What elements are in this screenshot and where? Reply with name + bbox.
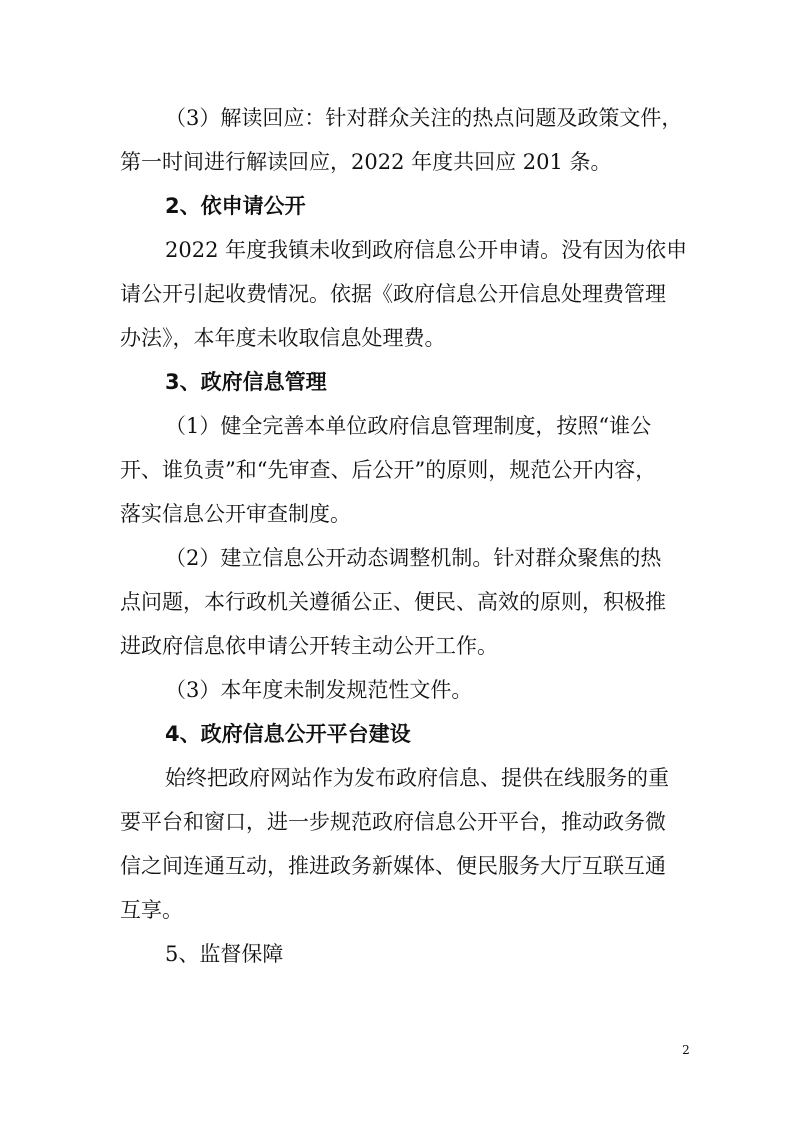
paragraph-dynamic-adjustment [0, 582, 793, 622]
section-heading: 5、监督保障 [165, 942, 284, 966]
text-line: 进政府信息依申请公开转主动公开工作。 [120, 634, 498, 658]
section-heading: 4、政府信息公开平台建设 [165, 722, 411, 746]
page-number: 2 [682, 1043, 690, 1057]
paragraph-application-disclosure [0, 318, 793, 358]
paragraph-platform-construction [0, 846, 793, 886]
paragraph-management-system [0, 450, 793, 490]
text-line: 始终把政府网站作为发布政府信息、提供在线服务的重 [165, 766, 669, 790]
text-line: 开、谁负责”和“先审查、后公开”的原则，规范公开内容， [120, 458, 657, 482]
paragraph-platform-construction [0, 758, 793, 798]
paragraph-dynamic-adjustment [0, 626, 793, 666]
text-line: （3）解读回应：针对群众关注的热点问题及政策文件， [165, 106, 683, 130]
paragraph-application-disclosure [0, 274, 793, 314]
text-line: 互享。 [120, 898, 183, 922]
section-heading-supervision [0, 934, 793, 974]
text-line: 第一时间进行解读回应，2022 年度共回应 201 条。 [120, 150, 612, 174]
paragraph-platform-construction [0, 802, 793, 842]
paragraph-management-system [0, 406, 793, 446]
paragraph-management-system [0, 494, 793, 534]
section-heading-application-disclosure [0, 186, 793, 226]
paragraph-interpretation-response [0, 142, 793, 182]
text-line: （3）本年度未制发规范性文件。 [165, 678, 473, 702]
paragraph-platform-construction [0, 890, 793, 930]
text-line: 办法》，本年度未收取信息处理费。 [120, 326, 446, 350]
text-line: 请公开引起收费情况。依据《政府信息公开信息处理费管理 [120, 282, 666, 306]
paragraph-dynamic-adjustment [0, 538, 793, 578]
paragraph-application-disclosure [0, 230, 793, 270]
text-line: 点问题，本行政机关遵循公正、便民、高效的原则，积极推 [120, 590, 666, 614]
section-heading-platform-construction [0, 714, 793, 754]
text-line: 信之间连通互动，推进政务新媒体、便民服务大厅互联互通 [120, 854, 666, 878]
text-line: （2）建立信息公开动态调整机制。针对群众聚焦的热 [165, 546, 662, 570]
text-line: （1）健全完善本单位政府信息管理制度，按照“谁公 [165, 414, 652, 438]
text-line: 要平台和窗口，进一步规范政府信息公开平台，推动政务微 [120, 810, 666, 834]
section-heading: 2、依申请公开 [165, 194, 306, 218]
text-line: 2022 年度我镇未收到政府信息公开申请。没有因为依申 [165, 238, 688, 262]
paragraph-interpretation-response [0, 98, 793, 138]
section-heading: 3、政府信息管理 [165, 370, 327, 394]
section-heading-information-management [0, 362, 793, 402]
text-line: 落实信息公开审查制度。 [120, 502, 351, 526]
paragraph-normative-documents [0, 670, 793, 710]
